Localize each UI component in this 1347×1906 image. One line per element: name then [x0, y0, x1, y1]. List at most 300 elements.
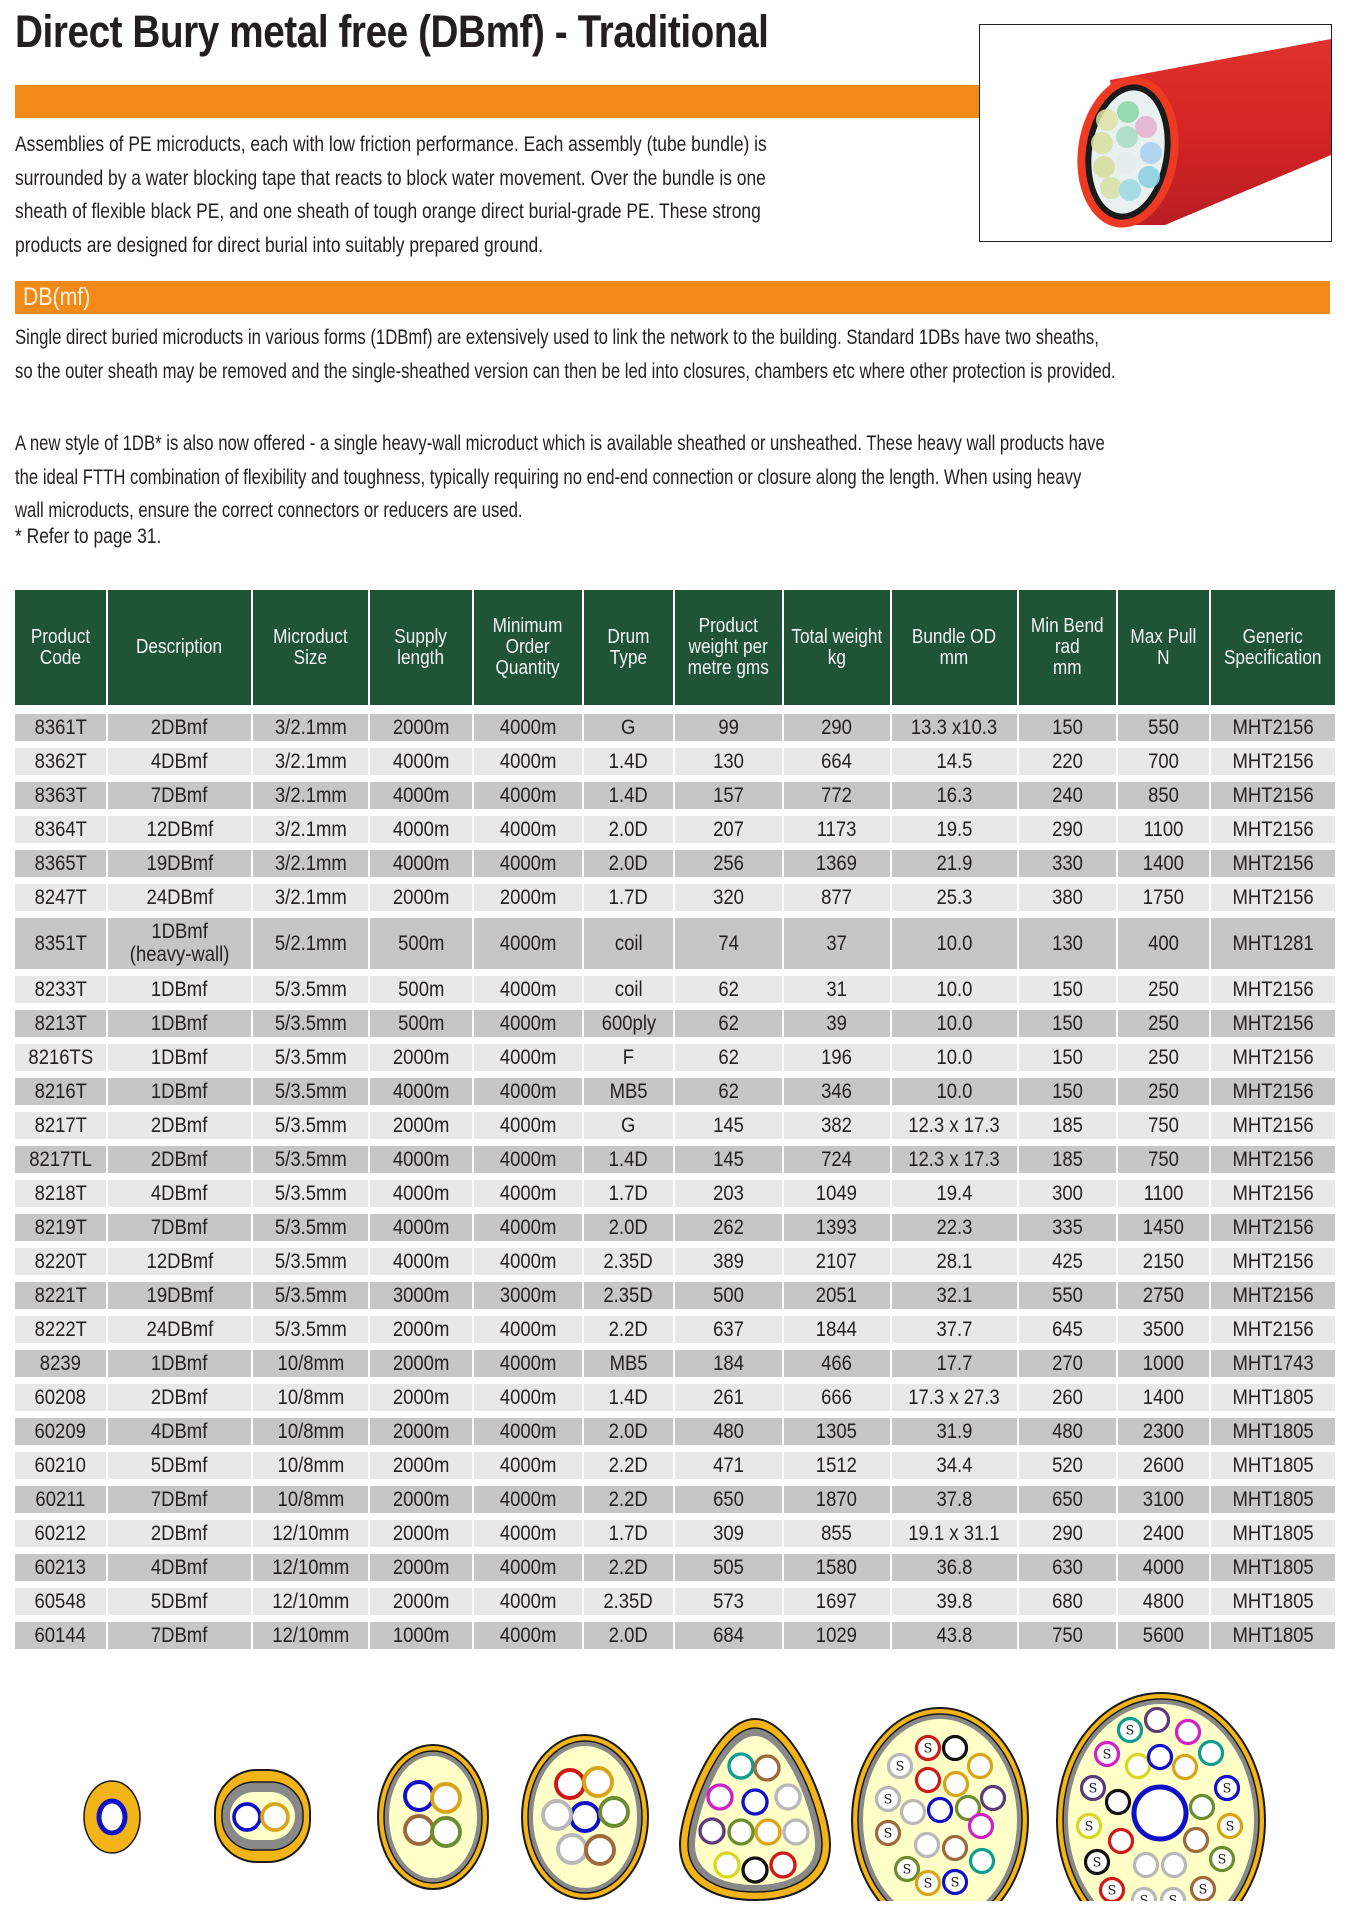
- cell-line: 19DBmf: [146, 851, 213, 875]
- cell-text: 10/8mm: [277, 1419, 344, 1443]
- cell-text: 1029: [816, 1623, 858, 1647]
- cell-text: [151, 1489, 207, 1511]
- cell-max-pull: [1118, 1615, 1209, 1649]
- column-header-total-weight: [784, 590, 890, 705]
- cell-text: 150: [1051, 1045, 1083, 1069]
- microduct-tube: [556, 1770, 584, 1798]
- cell-supply-length: [370, 1003, 472, 1037]
- table-row: [15, 1615, 1335, 1649]
- cell-text: MHT2156: [1232, 1181, 1314, 1205]
- cell-microduct-size: [253, 1241, 368, 1275]
- cell-text: 1750: [1142, 885, 1184, 909]
- paragraph-line: Single direct buried microducts in various forms (1DBmf) are extensively used to link the network to the building. Standard 1DBs have two sheaths,: [15, 326, 1099, 349]
- cell-text: 150: [1051, 1079, 1083, 1103]
- cell-product-weight: [675, 1513, 782, 1547]
- cell-text: 12.3 x 17.3: [908, 1147, 1000, 1171]
- cell-text: 250: [1147, 977, 1179, 1001]
- microduct-tube: [234, 1804, 260, 1830]
- cell-text: 4000m: [499, 1487, 557, 1511]
- cell-text: 39: [826, 1011, 848, 1035]
- cell-text: 37.8: [936, 1487, 973, 1511]
- cell-product-code: [15, 1343, 106, 1377]
- cell-text: 500m: [397, 1011, 445, 1035]
- cell-product-weight: [675, 1003, 782, 1037]
- cell-supply-length: [370, 705, 472, 741]
- spare-label: S: [1222, 1780, 1232, 1796]
- spare-label: S: [950, 1874, 960, 1890]
- cell-total-weight: [784, 1513, 890, 1547]
- cell-bundle-od: [892, 1275, 1017, 1309]
- cell-description: [108, 1615, 251, 1649]
- cell-max-pull: [1118, 1479, 1209, 1513]
- cell-text: [151, 1523, 207, 1545]
- cell-text: 2.35D: [603, 1283, 654, 1307]
- cell-product-code: [15, 1445, 106, 1479]
- cell-text: 3/2.1mm: [274, 885, 347, 909]
- cell-text: 150: [1051, 977, 1083, 1001]
- cell-microduct-size: [253, 1547, 368, 1581]
- cell-text: 1844: [816, 1317, 858, 1341]
- cell-text: 1305: [816, 1419, 858, 1443]
- spare-label: S: [923, 1740, 933, 1756]
- cell-text: 8217TL: [29, 1147, 92, 1171]
- cell-text: [146, 819, 213, 841]
- cell-microduct-size: [253, 1445, 368, 1479]
- cell-max-pull: [1118, 1037, 1209, 1071]
- cell-text: 8217T: [34, 1113, 87, 1137]
- cell-microduct-size: [253, 1207, 368, 1241]
- cell-min-bend-radius: [1019, 1615, 1116, 1649]
- cell-text: 17.3 x 27.3: [908, 1385, 1000, 1409]
- cell-bundle-od: [892, 1513, 1017, 1547]
- cell-text: 261: [713, 1385, 744, 1409]
- cell-text: 8218T: [34, 1181, 87, 1205]
- cell-text: 850: [1147, 783, 1179, 807]
- cell-minimum-order-quantity: [474, 843, 582, 877]
- cell-generic-specification: [1211, 1037, 1335, 1071]
- microduct-tube: [1174, 1756, 1197, 1779]
- cell-text: 2000m: [392, 1317, 450, 1341]
- cell-minimum-order-quantity: [474, 1241, 582, 1275]
- cell-text: 60548: [34, 1589, 87, 1613]
- cell-product-weight: [675, 809, 782, 843]
- microduct-tube: [916, 1834, 939, 1857]
- cell-text: 480: [1051, 1419, 1083, 1443]
- cell-minimum-order-quantity: [474, 1037, 582, 1071]
- cell-text: 8364T: [34, 817, 87, 841]
- cell-minimum-order-quantity: [474, 775, 582, 809]
- cell-text: 8222T: [34, 1317, 87, 1341]
- microduct-tube: [743, 1858, 767, 1882]
- microduct-tube: [969, 1755, 992, 1778]
- cell-text: 290: [1051, 817, 1083, 841]
- column-header-label: [791, 627, 882, 669]
- microduct-tube: [99, 1801, 125, 1833]
- cell-text: 4000m: [499, 1555, 557, 1579]
- microduct-tube: [708, 1785, 732, 1809]
- cell-text: 500m: [397, 977, 445, 1001]
- cell-total-weight: [784, 775, 890, 809]
- cell-max-pull: [1118, 1411, 1209, 1445]
- cell-microduct-size: [253, 809, 368, 843]
- cell-text: 4000m: [499, 1181, 557, 1205]
- cell-drum-type: [584, 1411, 673, 1445]
- cell-text: 290: [821, 715, 853, 739]
- table-row: [15, 1241, 1335, 1275]
- cell-minimum-order-quantity: [474, 877, 582, 911]
- cell-text: 2.35D: [603, 1589, 654, 1613]
- spare-label: S: [883, 1791, 893, 1807]
- cell-text: 4000m: [499, 1589, 557, 1613]
- cell-product-code: [15, 911, 106, 969]
- cell-line: (heavy-wall): [129, 943, 230, 966]
- cell-text: 2150: [1142, 1249, 1184, 1273]
- cell-text: 130: [713, 749, 744, 773]
- cell-text: MHT2156: [1232, 715, 1314, 739]
- cell-minimum-order-quantity: [474, 1275, 582, 1309]
- cell-drum-type: [584, 1003, 673, 1037]
- cell-text: [151, 785, 207, 807]
- cell-product-weight: [675, 1173, 782, 1207]
- microduct-tube: [1200, 1742, 1223, 1765]
- cell-text: 8363T: [34, 783, 87, 807]
- cell-description: [108, 1139, 251, 1173]
- cell-min-bend-radius: [1019, 843, 1116, 877]
- column-header-line: Max Pull: [1130, 625, 1197, 648]
- cell-text: 21.9: [936, 851, 973, 875]
- cell-product-code: [15, 775, 106, 809]
- column-header-line: mm: [1052, 657, 1082, 679]
- cell-drum-type: [584, 1037, 673, 1071]
- microduct-tube: [743, 1790, 767, 1814]
- cell-microduct-size: [253, 1071, 368, 1105]
- cell-text: 855: [821, 1521, 853, 1545]
- cell-minimum-order-quantity: [474, 1071, 582, 1105]
- cell-product-weight: [675, 911, 782, 969]
- cell-text: MHT2156: [1232, 1317, 1314, 1341]
- cell-text: 4000m: [499, 1113, 557, 1137]
- cell-product-weight: [675, 877, 782, 911]
- cell-text: 16.3: [936, 783, 973, 807]
- cell-minimum-order-quantity: [474, 1173, 582, 1207]
- section-header-bar: [15, 281, 1330, 314]
- table-row: [15, 969, 1335, 1003]
- column-header-line: Quantity: [495, 657, 561, 679]
- cell-total-weight: [784, 705, 890, 741]
- column-header-label: [31, 627, 90, 669]
- cell-max-pull: [1118, 741, 1209, 775]
- cell-text: 12/10mm: [271, 1521, 350, 1545]
- cell-text: 12/10mm: [271, 1555, 350, 1579]
- microduct-tube: [405, 1816, 433, 1844]
- cell-generic-specification: [1211, 1445, 1335, 1479]
- cell-text: 4000m: [392, 1147, 450, 1171]
- cell-text: 4000m: [392, 783, 450, 807]
- cell-drum-type: [584, 705, 673, 741]
- intro-paragraph: [15, 128, 767, 262]
- microduct-tube: [571, 1803, 599, 1831]
- cell-microduct-size: [253, 1377, 368, 1411]
- cell-text: 1580: [816, 1555, 858, 1579]
- cell-text: 12.3 x 17.3: [908, 1113, 1000, 1137]
- cell-text: 31: [826, 977, 848, 1001]
- cell-generic-specification: [1211, 1309, 1335, 1343]
- cell-text: 4000: [1142, 1555, 1184, 1579]
- cell-generic-specification: [1211, 775, 1335, 809]
- cell-text: 60208: [34, 1385, 87, 1409]
- cell-generic-specification: [1211, 1513, 1335, 1547]
- cell-text: 5/3.5mm: [274, 1249, 347, 1273]
- cell-text: 471: [713, 1453, 744, 1477]
- column-header-label: [1031, 616, 1104, 679]
- cell-line: 1DBmf: [151, 1011, 208, 1035]
- cell-minimum-order-quantity: [474, 1105, 582, 1139]
- cell-text: 2051: [816, 1283, 858, 1307]
- cell-text: MB5: [609, 1351, 648, 1375]
- cell-min-bend-radius: [1019, 1513, 1116, 1547]
- product-spec-table: [13, 590, 1337, 1649]
- cell-description: [108, 1275, 251, 1309]
- cell-drum-type: [584, 1513, 673, 1547]
- cell-supply-length: [370, 1241, 472, 1275]
- microduct-tube: [944, 1737, 967, 1760]
- microduct-tube: [755, 1756, 779, 1780]
- table-row: [15, 1139, 1335, 1173]
- cell-text: 10/8mm: [277, 1487, 344, 1511]
- cell-text: 8219T: [34, 1215, 87, 1239]
- microduct-tube: [729, 1820, 753, 1844]
- cell-total-weight: [784, 969, 890, 1003]
- spare-label: S: [1084, 1818, 1094, 1834]
- cell-max-pull: [1118, 1547, 1209, 1581]
- cell-text: 330: [1051, 851, 1083, 875]
- cell-text: 10.0: [936, 1079, 973, 1103]
- column-header-supply-length: [370, 590, 472, 705]
- column-header-line: Order: [506, 636, 550, 658]
- cell-text: [151, 1217, 207, 1239]
- cable-diagrams-svg: [0, 1660, 1347, 1901]
- cell-total-weight: [784, 1377, 890, 1411]
- cell-text: [151, 1421, 207, 1443]
- cell-text: MHT1805: [1232, 1589, 1314, 1613]
- cell-microduct-size: [253, 911, 368, 969]
- cell-text: MHT2156: [1232, 817, 1314, 841]
- cell-drum-type: [584, 1309, 673, 1343]
- cell-minimum-order-quantity: [474, 1479, 582, 1513]
- cell-total-weight: [784, 741, 890, 775]
- cell-text: [151, 1115, 207, 1137]
- microduct-tube: [1127, 1755, 1150, 1778]
- cell-min-bend-radius: [1019, 1241, 1116, 1275]
- cell-text: MHT2156: [1232, 1079, 1314, 1103]
- cell-total-weight: [784, 1003, 890, 1037]
- table-row: [15, 1547, 1335, 1581]
- cell-bundle-od: [892, 1139, 1017, 1173]
- cell-product-weight: [675, 775, 782, 809]
- cell-description: [108, 1071, 251, 1105]
- cell-description: [108, 1581, 251, 1615]
- column-header-line: weight per: [688, 636, 769, 658]
- cell-description: [108, 1479, 251, 1513]
- cell-text: 5/3.5mm: [274, 1079, 347, 1103]
- cell-microduct-size: [253, 1105, 368, 1139]
- cell-text: 3500: [1142, 1317, 1184, 1341]
- cell-generic-specification: [1211, 1581, 1335, 1615]
- table-row: [15, 1037, 1335, 1071]
- cell-generic-specification: [1211, 741, 1335, 775]
- cell-text: 14.5: [936, 749, 973, 773]
- cell-text: 240: [1051, 783, 1083, 807]
- water-blocking-tape: [389, 1756, 477, 1878]
- table-row: [15, 1445, 1335, 1479]
- column-header-label: [136, 637, 222, 658]
- spare-label: S: [1125, 1722, 1135, 1738]
- cell-product-code: [15, 877, 106, 911]
- cell-text: 5/3.5mm: [274, 1113, 347, 1137]
- cell-text: 4000m: [499, 1045, 557, 1069]
- cell-line: 24DBmf: [146, 885, 213, 909]
- cell-drum-type: [584, 877, 673, 911]
- cell-bundle-od: [892, 1411, 1017, 1445]
- cell-product-code: [15, 809, 106, 843]
- cell-text: 520: [1051, 1453, 1083, 1477]
- cell-supply-length: [370, 1479, 472, 1513]
- cell-text: 1.4D: [608, 749, 649, 773]
- column-header-min-bend-radius: [1019, 590, 1116, 705]
- cell-microduct-size: [253, 843, 368, 877]
- cell-bundle-od: [892, 911, 1017, 969]
- cell-max-pull: [1118, 1003, 1209, 1037]
- table-row: [15, 877, 1335, 911]
- cell-text: 2000m: [392, 1453, 450, 1477]
- cell-max-pull: [1118, 1071, 1209, 1105]
- cell-text: 8233T: [34, 977, 87, 1001]
- microduct-tube: [432, 1784, 460, 1812]
- cell-text: 1450: [1142, 1215, 1184, 1239]
- cell-description: [108, 911, 251, 969]
- cell-text: 2.2D: [608, 1453, 649, 1477]
- cell-text: 2000m: [392, 1555, 450, 1579]
- cell-minimum-order-quantity: [474, 1547, 582, 1581]
- cell-supply-length: [370, 1275, 472, 1309]
- column-header-label: [493, 616, 563, 679]
- cell-text: 60211: [35, 1487, 86, 1511]
- cell-text: 8221T: [34, 1283, 87, 1307]
- cell-text: 4000m: [499, 1011, 557, 1035]
- cell-line: 2DBmf: [151, 1147, 208, 1171]
- cable-diagram-1DBmf: [84, 1781, 140, 1853]
- cell-drum-type: [584, 741, 673, 775]
- cell-min-bend-radius: [1019, 1207, 1116, 1241]
- cell-max-pull: [1118, 1343, 1209, 1377]
- cell-text: 4000m: [499, 1215, 557, 1239]
- column-header-label: [607, 627, 649, 669]
- cell-max-pull: [1118, 877, 1209, 911]
- cell-bundle-od: [892, 877, 1017, 911]
- cell-bundle-od: [892, 1241, 1017, 1275]
- cell-generic-specification: [1211, 843, 1335, 877]
- cell-text: [151, 979, 207, 1001]
- cell-product-code: [15, 1309, 106, 1343]
- cable-diagram-2DBmf: [215, 1770, 310, 1862]
- cell-text: 1100: [1143, 817, 1183, 841]
- cell-product-code: [15, 1037, 106, 1071]
- column-header-line: Product: [698, 615, 759, 637]
- spare-label: S: [1107, 1882, 1117, 1898]
- cell-minimum-order-quantity: [474, 1445, 582, 1479]
- column-header-line: Specification: [1223, 646, 1322, 669]
- cell-product-code: [15, 1479, 106, 1513]
- cell-microduct-size: [253, 877, 368, 911]
- cell-product-weight: [675, 705, 782, 741]
- cell-text: 5/3.5mm: [274, 1147, 347, 1171]
- column-header-max-pull: [1118, 590, 1209, 705]
- cell-microduct-size: [253, 1343, 368, 1377]
- cell-text: 1.4D: [608, 1385, 649, 1409]
- microduct-tube: [945, 1773, 968, 1796]
- spare-label: S: [1225, 1818, 1235, 1834]
- cell-supply-length: [370, 1547, 472, 1581]
- cell-product-weight: [675, 1275, 782, 1309]
- cell-text: 4000m: [499, 783, 557, 807]
- cell-text: 400: [1147, 931, 1179, 955]
- microduct-tube: [970, 1815, 993, 1838]
- cell-text: 680: [1051, 1589, 1083, 1613]
- cell-generic-specification: [1211, 1377, 1335, 1411]
- column-header-line: Supply: [394, 625, 448, 648]
- cell-text: 382: [821, 1113, 853, 1137]
- microduct-tube: [558, 1835, 586, 1863]
- cell-text: 5/3.5mm: [274, 1011, 347, 1035]
- cell-drum-type: [584, 1479, 673, 1513]
- cell-text: [151, 1013, 207, 1035]
- cell-product-code: [15, 1173, 106, 1207]
- cell-text: MHT1805: [1232, 1623, 1314, 1647]
- cell-product-code: [15, 1139, 106, 1173]
- cell-text: 10/8mm: [277, 1385, 344, 1409]
- cell-total-weight: [784, 1445, 890, 1479]
- cell-product-weight: [675, 1411, 782, 1445]
- cell-text: 2000m: [392, 1521, 450, 1545]
- cell-microduct-size: [253, 1615, 368, 1649]
- cell-product-weight: [675, 1445, 782, 1479]
- cell-text: 1049: [816, 1181, 858, 1205]
- cell-bundle-od: [892, 1173, 1017, 1207]
- cell-text: 256: [713, 851, 744, 875]
- cell-bundle-od: [892, 843, 1017, 877]
- cell-text: [151, 1557, 207, 1579]
- cell-text: MHT1805: [1232, 1487, 1314, 1511]
- cell-text: 220: [1051, 749, 1083, 773]
- column-header-line: Description: [136, 636, 223, 658]
- cell-text: [146, 1285, 213, 1307]
- column-header-microduct-size: [253, 590, 368, 705]
- cell-text: 60144: [34, 1623, 87, 1647]
- cell-text: 1173: [816, 817, 857, 841]
- cell-text: 8216TS: [28, 1045, 93, 1069]
- cell-description: [108, 1377, 251, 1411]
- footnote: * Refer to page 31.: [15, 525, 162, 548]
- cell-bundle-od: [892, 1445, 1017, 1479]
- cell-text: 2000m: [392, 1385, 450, 1409]
- cell-text: 2.0D: [608, 817, 649, 841]
- cell-total-weight: [784, 1037, 890, 1071]
- microduct-tube: [405, 1782, 433, 1810]
- cell-drum-type: [584, 1071, 673, 1105]
- cell-text: 4000m: [499, 1249, 557, 1273]
- cell-product-code: [15, 843, 106, 877]
- cell-text: MHT1805: [1232, 1555, 1314, 1579]
